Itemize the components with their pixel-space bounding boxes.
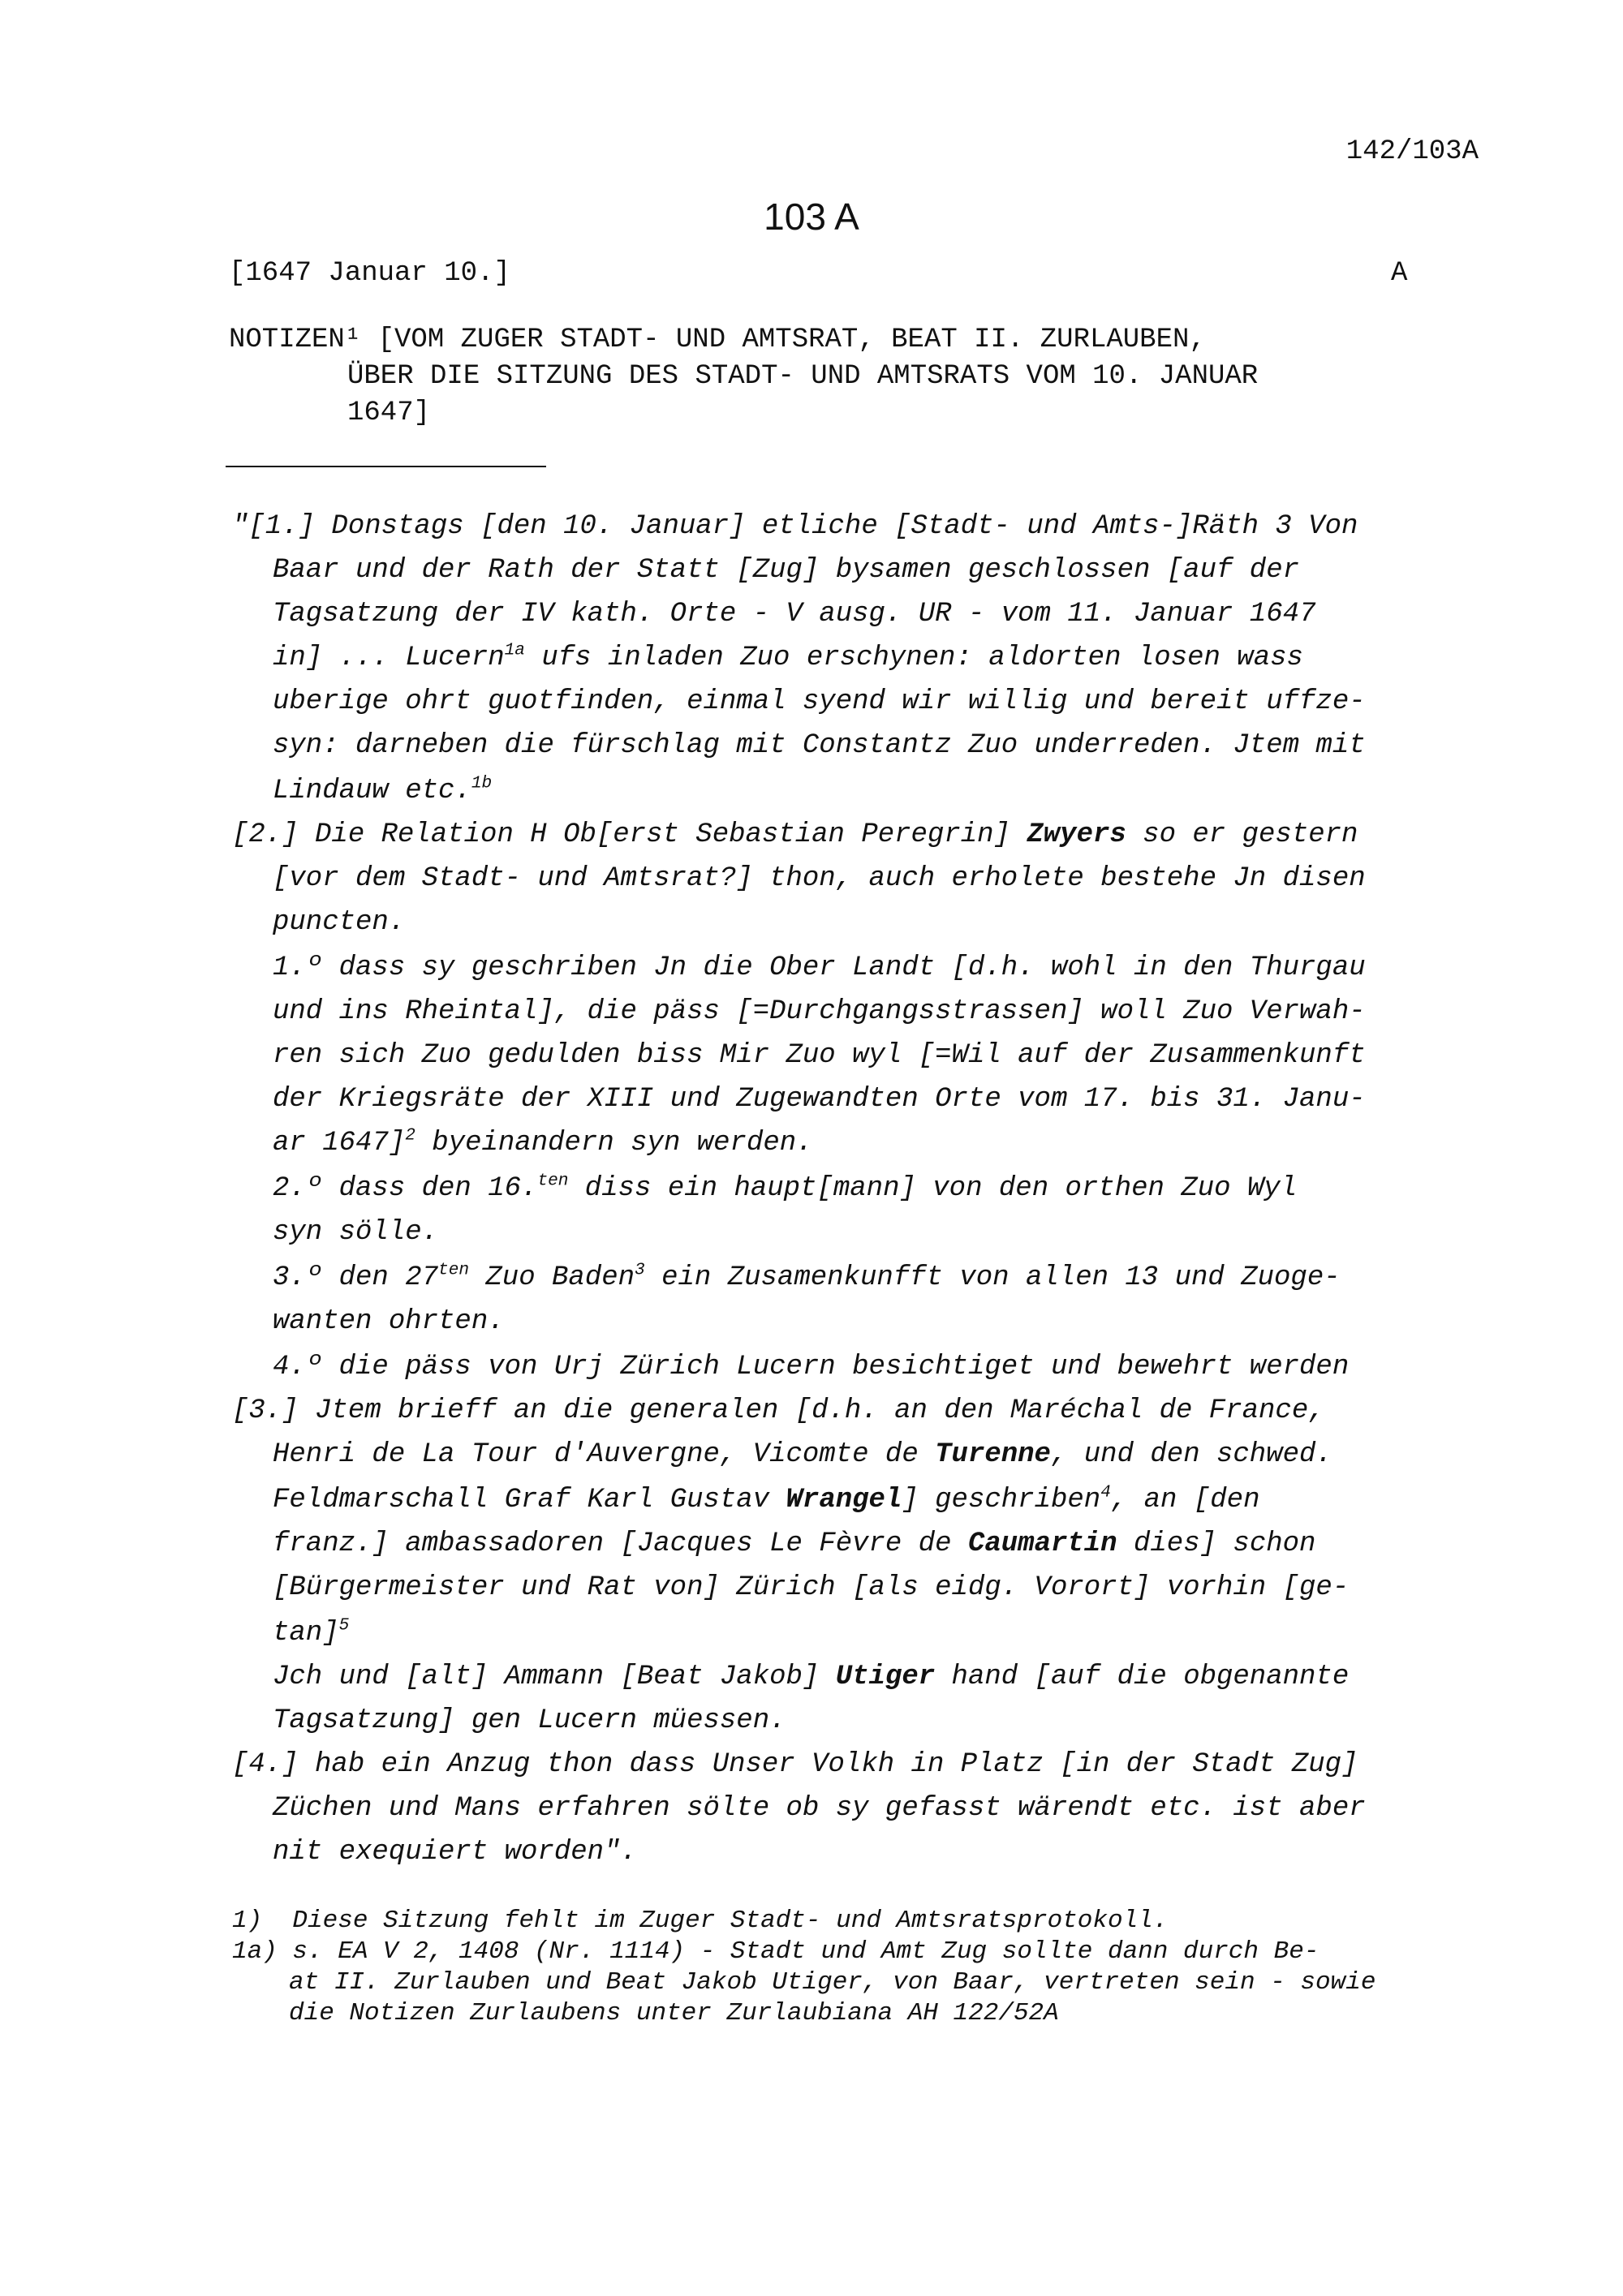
- body-line-20: 4.º die päss von Urj Zürich Lucern besichtiget und bewehrt werden: [273, 1352, 1350, 1382]
- body-line-18-text: 3.º den 27: [273, 1262, 439, 1293]
- body-line-21: [3.] Jtem brieff an die generalen [d.h. an den Maréchal de France,: [232, 1395, 1325, 1426]
- footnote-ref-3: 3: [635, 1260, 645, 1280]
- superscript-ten: ten: [537, 1171, 569, 1191]
- body-line-11: 1.º dass sy geschriben Jn die Ober Landt [d.h. wohl in den Thurgau: [273, 952, 1366, 983]
- body-line-15-rest: byeinandern syn werden.: [415, 1128, 813, 1159]
- body-line-7-text: Lindauw etc.: [273, 776, 471, 806]
- body-line-22-text: Henri de La Tour d'Auvergne, Vicomte de: [273, 1439, 936, 1470]
- body-line-2: Baar und der Rath der Statt [Zug] bysamen geschlossen [auf der: [273, 555, 1300, 586]
- body-line-30: Züchen und Mans erfahren sölte ob sy gefasst wärendt etc. ist aber: [273, 1793, 1366, 1824]
- body-line-6: syn: darneben die fürschlag mit Constantz Zuo underreden. Jtem mit: [273, 730, 1366, 761]
- body-line-18: [273, 1262, 1341, 1293]
- body-line-23: [273, 1482, 1260, 1516]
- body-line-8-text: [2.] Die Relation H Ob[erst Sebastian Peregrin]: [232, 819, 1027, 850]
- heading-rule: [226, 466, 546, 467]
- footnote-1a-cont-1: at II. Zurlauben und Beat Jakob Utiger, von Baar, vertreten sein - sowie: [289, 1968, 1376, 1997]
- body-line-1: "[1.] Donstags [den 10. Januar] etliche [Stadt- und Amts-]Räth 3 Von: [232, 511, 1358, 542]
- body-line-27-rest: hand [auf die obgenannte: [935, 1662, 1350, 1692]
- footnote-1a-cont-2: die Notizen Zurlaubens unter Zurlaubiana AH 122/52A: [289, 1999, 1059, 2027]
- name-caumartin: Caumartin: [967, 1529, 1117, 1559]
- name-zwyers: Zwyers: [1027, 819, 1126, 850]
- body-line-15: [273, 1125, 813, 1159]
- body-line-8: [232, 819, 1358, 850]
- footnote-ref-1a: 1a: [504, 640, 525, 660]
- body-line-4-text: in] ... Lucern: [273, 643, 505, 673]
- body-line-8-rest: so er gestern: [1126, 819, 1358, 850]
- body-line-5: uberige ohrt guotfinden, einmal syend wir willig und bereit uffze-: [273, 686, 1366, 717]
- footnote-1: 1) Diese Sitzung fehlt im Zuger Stadt- und Amtsratsprotokoll.: [232, 1907, 1169, 1935]
- body-line-24-rest: dies] schon: [1117, 1529, 1316, 1559]
- body-line-18-rest: ein Zusamenkunfft von allen 13 und Zuoge-: [644, 1262, 1341, 1293]
- heading-line-1: NOTIZEN¹ [VOM ZUGER STADT- UND AMTSRAT, BEAT II. ZURLAUBEN,: [229, 325, 1206, 355]
- document-reference: 142/103A: [1345, 136, 1479, 167]
- body-line-4-rest: ufs inladen Zuo erschynen: aldorten losen wass: [524, 643, 1303, 673]
- superscript-ten-2: ten: [438, 1260, 469, 1280]
- body-line-10: puncten.: [273, 907, 406, 938]
- body-line-18-mid: Zuo Baden: [469, 1262, 635, 1293]
- version-letter: A: [1391, 258, 1408, 289]
- body-line-24: [273, 1529, 1315, 1559]
- body-line-25: [Bürgermeister und Rat von] Zürich [als eidg. Vorort] vorhin [ge-: [273, 1572, 1350, 1603]
- body-line-22: [273, 1439, 1332, 1470]
- body-line-16: [273, 1173, 1297, 1204]
- body-line-23-mid: ] geschriben: [902, 1485, 1101, 1516]
- footnote-ref-2: 2: [405, 1125, 415, 1146]
- body-line-16-text: 2.º dass den 16.: [273, 1173, 538, 1204]
- heading-line-3: 1647]: [347, 398, 431, 428]
- body-line-9: [vor dem Stadt- und Amtsrat?] thon, auch erholete bestehe Jn disen: [273, 863, 1366, 894]
- body-line-31: nit exequiert worden".: [273, 1837, 637, 1868]
- body-line-16-rest: diss ein haupt[mann] von den orthen Zuo Wyl: [568, 1173, 1298, 1204]
- body-line-23-rest: , an [den: [1110, 1485, 1260, 1516]
- body-line-22-rest: , und den schwed.: [1050, 1439, 1332, 1470]
- body-line-23-text: Feldmarschall Graf Karl Gustav: [273, 1485, 786, 1516]
- body-line-17: syn sölle.: [273, 1217, 439, 1248]
- document-title: 103 A: [764, 196, 859, 238]
- body-line-14: der Kriegsräte der XIII und Zugewandten Orte vom 17. bis 31. Janu-: [273, 1084, 1366, 1115]
- body-line-3: Tagsatzung der IV kath. Orte - V ausg. UR - vom 11. Januar 1647: [273, 599, 1316, 630]
- body-line-24-text: franz.] ambassadoren [Jacques Le Fèvre de: [273, 1529, 968, 1559]
- body-line-4: [273, 640, 1303, 673]
- body-line-27: [273, 1662, 1349, 1692]
- body-line-28: Tagsatzung] gen Lucern müessen.: [273, 1705, 786, 1736]
- body-line-19: wanten ohrten.: [273, 1306, 505, 1337]
- name-turenne: Turenne: [935, 1439, 1051, 1470]
- body-line-13: ren sich Zuo gedulden biss Mir Zuo wyl [=Wil auf der Zusammenkunft: [273, 1040, 1366, 1071]
- footnote-ref-1b: 1b: [471, 773, 493, 793]
- document-date: [1647 Januar 10.]: [229, 258, 510, 289]
- body-line-26: [273, 1615, 350, 1649]
- footnote-1a: 1a) s. EA V 2, 1408 (Nr. 1114) - Stadt und Amt Zug sollte dann durch Be-: [232, 1937, 1319, 1966]
- heading-line-2: ÜBER DIE SITZUNG DES STADT- UND AMTSRATS VOM 10. JANUAR: [347, 361, 1259, 392]
- footnote-ref-5: 5: [338, 1615, 350, 1636]
- body-line-12: und ins Rheintal], die päss [=Durchgangsstrassen] woll Zuo Verwah-: [273, 996, 1366, 1027]
- body-line-29: [4.] hab ein Anzug thon dass Unser Volkh in Platz [in der Stadt Zug]: [232, 1749, 1358, 1780]
- footnote-ref-4: 4: [1100, 1482, 1111, 1503]
- body-line-27-text: Jch und [alt] Ammann [Beat Jakob]: [273, 1662, 836, 1692]
- name-wrangel: Wrangel: [786, 1485, 902, 1516]
- body-line-7: [273, 773, 493, 806]
- body-line-26-text: tan]: [273, 1618, 339, 1649]
- name-utiger: Utiger: [835, 1662, 936, 1692]
- body-line-15-text: ar 1647]: [273, 1128, 406, 1159]
